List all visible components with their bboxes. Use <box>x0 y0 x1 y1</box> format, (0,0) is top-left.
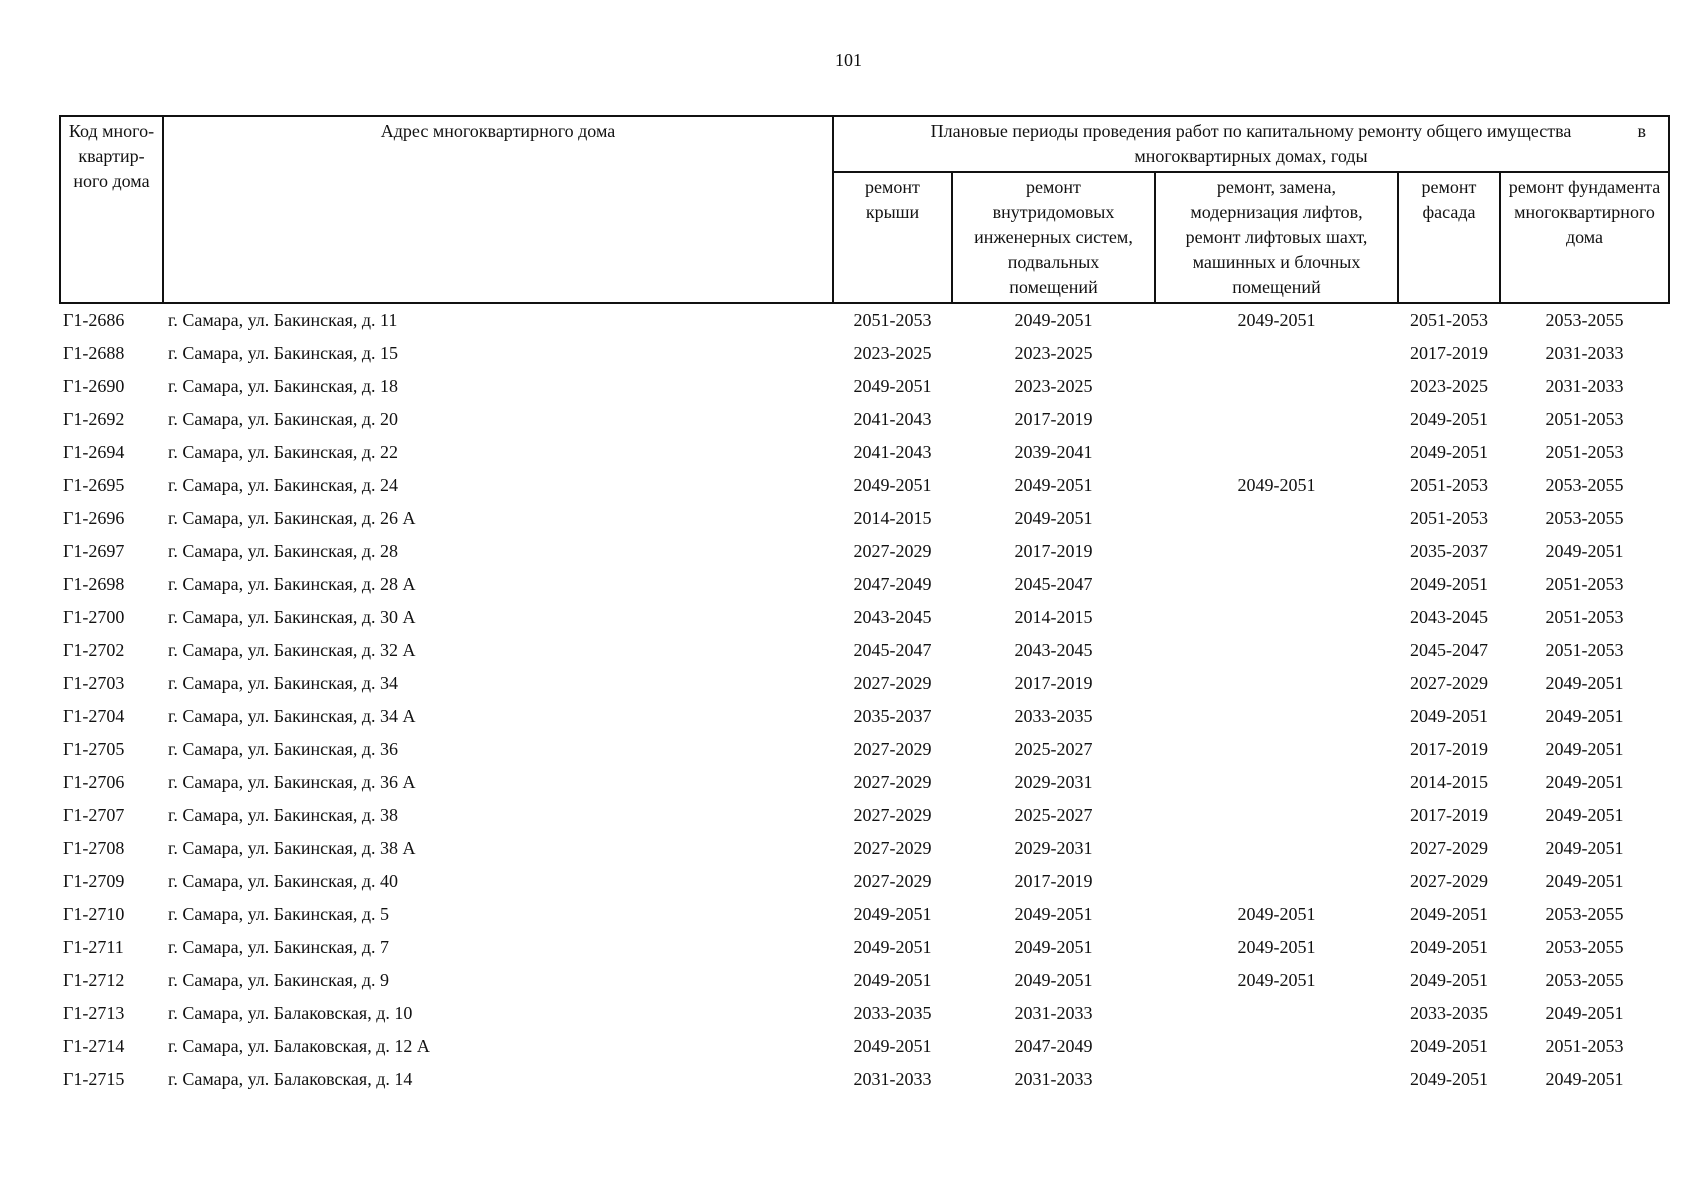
header-address: Адрес многоквартирного дома <box>163 116 833 303</box>
cell-facade: 2045-2047 <box>1410 640 1488 660</box>
cell-elevator: 2049-2051 <box>1237 937 1316 957</box>
cell-address: г. Самара, ул. Бакинская, д. 15 <box>168 343 399 363</box>
cell-elevator <box>1155 436 1398 469</box>
cell-roof: 2014-2015 <box>853 508 932 528</box>
cell-engineering: 2017-2019 <box>1014 673 1093 693</box>
cell-roof: 2049-2051 <box>853 937 932 957</box>
cell-address: г. Самара, ул. Бакинская, д. 32 А <box>168 640 416 660</box>
cell-elevator <box>1155 799 1398 832</box>
header-elevator-line: ремонт, замена, <box>1216 177 1337 197</box>
cell-elevator: 2049-2051 <box>1237 475 1316 495</box>
cell-roof: 2049-2051 <box>853 904 932 924</box>
cell-facade: 2017-2019 <box>1410 343 1488 363</box>
cell-facade: 2051-2053 <box>1410 508 1488 528</box>
cell-engineering: 2023-2025 <box>1014 343 1093 363</box>
cell-code: Г1-2706 <box>63 772 125 792</box>
cell-engineering: 2049-2051 <box>1014 904 1093 924</box>
cell-engineering: 2017-2019 <box>1014 541 1093 561</box>
header-engineering-line: ремонт <box>1026 177 1081 197</box>
cell-engineering: 2025-2027 <box>1014 805 1093 825</box>
header-engineering-line: инженерных систем, <box>974 227 1133 247</box>
cell-facade: 2051-2053 <box>1410 475 1488 495</box>
cell-engineering: 2049-2051 <box>1014 970 1093 990</box>
cell-foundation: 2051-2053 <box>1545 607 1624 627</box>
cell-address: г. Самара, ул. Бакинская, д. 7 <box>168 937 390 957</box>
cell-foundation: 2051-2053 <box>1545 640 1624 660</box>
cell-code: Г1-2698 <box>63 574 125 594</box>
cell-roof: 2051-2053 <box>853 310 932 330</box>
cell-roof: 2027-2029 <box>853 739 932 759</box>
cell-roof: 2031-2033 <box>853 1069 932 1089</box>
page-number: 101 <box>835 50 862 70</box>
cell-facade: 2027-2029 <box>1410 838 1488 858</box>
cell-roof: 2027-2029 <box>853 871 932 891</box>
cell-foundation: 2053-2055 <box>1545 508 1624 528</box>
cell-facade: 2027-2029 <box>1410 673 1488 693</box>
cell-address: г. Самара, ул. Бакинская, д. 5 <box>168 904 390 924</box>
cell-roof: 2027-2029 <box>853 541 932 561</box>
header-facade-line: фасада <box>1422 202 1476 222</box>
cell-roof: 2049-2051 <box>853 1036 932 1056</box>
header-periods <box>833 116 1669 172</box>
capital-repair-table <box>59 115 1670 1096</box>
cell-code: Г1-2696 <box>63 508 125 528</box>
cell-engineering: 2014-2015 <box>1014 607 1093 627</box>
cell-engineering: 2043-2045 <box>1014 640 1093 660</box>
cell-code: Г1-2711 <box>63 937 124 957</box>
table-row <box>60 766 1669 799</box>
cell-engineering: 2029-2031 <box>1014 838 1093 858</box>
cell-engineering: 2049-2051 <box>1014 310 1093 330</box>
cell-facade: 2023-2025 <box>1410 376 1488 396</box>
cell-elevator <box>1155 370 1398 403</box>
cell-engineering: 2049-2051 <box>1014 475 1093 495</box>
table-row <box>60 832 1669 865</box>
header-foundation-line: многоквартирного <box>1514 202 1655 222</box>
table-row <box>60 733 1669 766</box>
cell-elevator <box>1155 535 1398 568</box>
cell-roof: 2027-2029 <box>853 805 932 825</box>
header-periods-v: в <box>1637 121 1646 141</box>
cell-address: г. Самара, ул. Бакинская, д. 30 А <box>168 607 416 627</box>
table-row <box>60 667 1669 700</box>
table-row <box>60 436 1669 469</box>
cell-engineering: 2023-2025 <box>1014 376 1093 396</box>
cell-foundation: 2049-2051 <box>1545 805 1624 825</box>
cell-elevator <box>1155 601 1398 634</box>
cell-address: г. Самара, ул. Бакинская, д. 11 <box>168 310 398 330</box>
table-row <box>60 898 1669 931</box>
table-row <box>60 568 1669 601</box>
table-body <box>60 303 1669 1096</box>
table-row <box>60 370 1669 403</box>
header-engineering-line: внутридомовых <box>992 202 1115 222</box>
cell-elevator: 2049-2051 <box>1237 904 1316 924</box>
cell-code: Г1-2714 <box>63 1036 125 1056</box>
header-engineering <box>952 172 1155 303</box>
header-elevator <box>1155 172 1398 303</box>
cell-foundation: 2051-2053 <box>1545 409 1624 429</box>
table-row <box>60 997 1669 1030</box>
cell-foundation: 2053-2055 <box>1545 937 1624 957</box>
cell-roof: 2035-2037 <box>853 706 932 726</box>
cell-foundation: 2049-2051 <box>1545 739 1624 759</box>
table-row <box>60 535 1669 568</box>
cell-foundation: 2049-2051 <box>1545 871 1624 891</box>
header-elevator-line: машинных и блочных <box>1192 252 1361 272</box>
header-code-line: Код много- <box>68 121 155 141</box>
cell-code: Г1-2697 <box>63 541 125 561</box>
table-row <box>60 601 1669 634</box>
cell-roof: 2041-2043 <box>853 409 932 429</box>
cell-code: Г1-2712 <box>63 970 125 990</box>
header-engineering-line: подвальных <box>1007 252 1100 272</box>
cell-facade: 2049-2051 <box>1410 574 1488 594</box>
header-elevator-line: помещений <box>1232 277 1321 297</box>
cell-roof: 2049-2051 <box>853 376 932 396</box>
cell-code: Г1-2700 <box>63 607 125 627</box>
cell-facade: 2049-2051 <box>1410 409 1488 429</box>
cell-roof: 2049-2051 <box>853 970 932 990</box>
header-roof-line: ремонт <box>865 177 920 197</box>
header-roof-line: крыши <box>865 202 920 222</box>
cell-code: Г1-2686 <box>63 310 125 330</box>
cell-facade: 2049-2051 <box>1410 937 1488 957</box>
cell-code: Г1-2688 <box>63 343 125 363</box>
cell-foundation: 2049-2051 <box>1545 541 1624 561</box>
cell-code: Г1-2695 <box>63 475 125 495</box>
cell-elevator <box>1155 865 1398 898</box>
cell-address: г. Самара, ул. Бакинская, д. 24 <box>168 475 399 495</box>
cell-foundation: 2053-2055 <box>1545 970 1624 990</box>
cell-roof: 2023-2025 <box>853 343 932 363</box>
header-code-line: ного дома <box>73 171 150 191</box>
cell-elevator <box>1155 568 1398 601</box>
header-code-line: квартир- <box>78 146 145 166</box>
table-row <box>60 1030 1669 1063</box>
cell-elevator <box>1155 403 1398 436</box>
cell-address: г. Самара, ул. Бакинская, д. 38 А <box>168 838 416 858</box>
cell-foundation: 2049-2051 <box>1545 673 1624 693</box>
cell-engineering: 2017-2019 <box>1014 409 1093 429</box>
cell-code: Г1-2692 <box>63 409 125 429</box>
cell-roof: 2041-2043 <box>853 442 932 462</box>
cell-facade: 2049-2051 <box>1410 1036 1488 1056</box>
cell-facade: 2035-2037 <box>1410 541 1488 561</box>
cell-engineering: 2045-2047 <box>1014 574 1093 594</box>
cell-address: г. Самара, ул. Бакинская, д. 34 А <box>168 706 416 726</box>
table-row <box>60 799 1669 832</box>
cell-foundation: 2031-2033 <box>1545 343 1624 363</box>
cell-foundation: 2051-2053 <box>1545 1036 1624 1056</box>
cell-address: г. Самара, ул. Бакинская, д. 22 <box>168 442 399 462</box>
cell-address: г. Самара, ул. Бакинская, д. 36 <box>168 739 399 759</box>
cell-roof: 2027-2029 <box>853 772 932 792</box>
cell-elevator <box>1155 667 1398 700</box>
cell-foundation: 2053-2055 <box>1545 310 1624 330</box>
table-row <box>60 403 1669 436</box>
cell-engineering: 2049-2051 <box>1014 937 1093 957</box>
cell-engineering: 2017-2019 <box>1014 871 1093 891</box>
cell-address: г. Самара, ул. Бакинская, д. 28 А <box>168 574 416 594</box>
cell-engineering: 2029-2031 <box>1014 772 1093 792</box>
cell-code: Г1-2710 <box>63 904 125 924</box>
cell-foundation: 2049-2051 <box>1545 1003 1624 1023</box>
header-elevator-line: модернизация лифтов, <box>1190 202 1363 222</box>
cell-foundation: 2051-2053 <box>1545 442 1624 462</box>
cell-roof: 2043-2045 <box>853 607 932 627</box>
cell-address: г. Самара, ул. Бакинская, д. 9 <box>168 970 390 990</box>
table-row <box>60 337 1669 370</box>
header-facade <box>1398 172 1500 303</box>
cell-facade: 2049-2051 <box>1410 904 1488 924</box>
cell-facade: 2049-2051 <box>1410 442 1488 462</box>
table-row <box>60 964 1669 997</box>
cell-elevator <box>1155 1030 1398 1063</box>
cell-facade: 2033-2035 <box>1410 1003 1488 1023</box>
table-row <box>60 469 1669 502</box>
header-engineering-line: помещений <box>1009 277 1098 297</box>
cell-engineering: 2025-2027 <box>1014 739 1093 759</box>
header-foundation <box>1500 172 1669 303</box>
cell-code: Г1-2705 <box>63 739 125 759</box>
table-row <box>60 865 1669 898</box>
table-row <box>60 634 1669 667</box>
cell-engineering: 2047-2049 <box>1014 1036 1093 1056</box>
cell-code: Г1-2715 <box>63 1069 125 1089</box>
cell-facade: 2049-2051 <box>1410 970 1488 990</box>
cell-elevator <box>1155 766 1398 799</box>
table-row <box>60 700 1669 733</box>
cell-roof: 2033-2035 <box>853 1003 932 1023</box>
table-row <box>60 1063 1669 1096</box>
header-foundation-line: дома <box>1565 227 1604 247</box>
cell-engineering: 2031-2033 <box>1014 1003 1093 1023</box>
table-row <box>60 303 1669 337</box>
cell-elevator <box>1155 733 1398 766</box>
cell-address: г. Самара, ул. Бакинская, д. 26 А <box>168 508 416 528</box>
cell-foundation: 2031-2033 <box>1545 376 1624 396</box>
table-header <box>60 116 1669 303</box>
header-periods-line2: многоквартирных домах, годы <box>1134 146 1368 166</box>
cell-roof: 2045-2047 <box>853 640 932 660</box>
cell-elevator: 2049-2051 <box>1237 310 1316 330</box>
cell-elevator <box>1155 337 1398 370</box>
cell-elevator <box>1155 502 1398 535</box>
header-elevator-line: ремонт лифтовых шахт, <box>1185 227 1368 247</box>
cell-address: г. Самара, ул. Балаковская, д. 12 А <box>168 1036 430 1056</box>
cell-address: г. Самара, ул. Бакинская, д. 20 <box>168 409 399 429</box>
cell-code: Г1-2690 <box>63 376 125 396</box>
header-facade-line: ремонт <box>1421 177 1477 197</box>
cell-foundation: 2049-2051 <box>1545 1069 1624 1089</box>
cell-foundation: 2053-2055 <box>1545 475 1624 495</box>
cell-roof: 2049-2051 <box>853 475 932 495</box>
cell-code: Г1-2713 <box>63 1003 125 1023</box>
cell-roof: 2027-2029 <box>853 838 932 858</box>
cell-foundation: 2049-2051 <box>1545 772 1624 792</box>
cell-address: г. Самара, ул. Бакинская, д. 36 А <box>168 772 416 792</box>
table-row <box>60 502 1669 535</box>
cell-roof: 2027-2029 <box>853 673 932 693</box>
cell-facade: 2014-2015 <box>1410 772 1488 792</box>
cell-facade: 2043-2045 <box>1410 607 1488 627</box>
cell-engineering: 2039-2041 <box>1014 442 1093 462</box>
cell-address: г. Самара, ул. Бакинская, д. 18 <box>168 376 399 396</box>
cell-facade: 2017-2019 <box>1410 739 1488 759</box>
cell-facade: 2017-2019 <box>1410 805 1488 825</box>
header-roof <box>833 172 952 303</box>
cell-facade: 2027-2029 <box>1410 871 1488 891</box>
cell-code: Г1-2707 <box>63 805 125 825</box>
cell-address: г. Самара, ул. Бакинская, д. 34 <box>168 673 399 693</box>
cell-facade: 2049-2051 <box>1410 1069 1488 1089</box>
cell-code: Г1-2702 <box>63 640 125 660</box>
cell-facade: 2049-2051 <box>1410 706 1488 726</box>
cell-foundation: 2049-2051 <box>1545 706 1624 726</box>
cell-foundation: 2053-2055 <box>1545 904 1624 924</box>
cell-code: Г1-2709 <box>63 871 125 891</box>
cell-code: Г1-2704 <box>63 706 125 726</box>
cell-address: г. Самара, ул. Балаковская, д. 14 <box>168 1069 413 1089</box>
cell-address: г. Самара, ул. Балаковская, д. 10 <box>168 1003 413 1023</box>
cell-address: г. Самара, ул. Бакинская, д. 38 <box>168 805 399 825</box>
cell-elevator <box>1155 997 1398 1030</box>
cell-code: Г1-2708 <box>63 838 125 858</box>
cell-elevator <box>1155 634 1398 667</box>
cell-code: Г1-2694 <box>63 442 125 462</box>
cell-address: г. Самара, ул. Бакинская, д. 28 <box>168 541 399 561</box>
cell-code: Г1-2703 <box>63 673 125 693</box>
header-code <box>60 116 163 303</box>
cell-elevator: 2049-2051 <box>1237 970 1316 990</box>
table-row <box>60 931 1669 964</box>
cell-elevator <box>1155 1063 1398 1096</box>
cell-foundation: 2051-2053 <box>1545 574 1624 594</box>
cell-elevator <box>1155 832 1398 865</box>
cell-elevator <box>1155 700 1398 733</box>
cell-facade: 2051-2053 <box>1410 310 1488 330</box>
cell-engineering: 2033-2035 <box>1014 706 1093 726</box>
cell-engineering: 2031-2033 <box>1014 1069 1093 1089</box>
cell-foundation: 2049-2051 <box>1545 838 1624 858</box>
cell-roof: 2047-2049 <box>853 574 932 594</box>
cell-address: г. Самара, ул. Бакинская, д. 40 <box>168 871 399 891</box>
header-periods-line1: Плановые периоды проведения работ по капитальному ремонту общего имущества <box>930 121 1572 141</box>
header-foundation-line: ремонт фундамента <box>1508 177 1661 197</box>
cell-engineering: 2049-2051 <box>1014 508 1093 528</box>
